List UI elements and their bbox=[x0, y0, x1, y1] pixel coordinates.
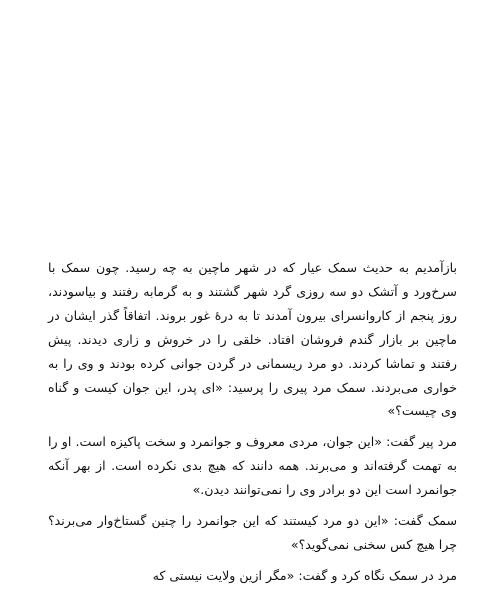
story-text bbox=[48, 256, 457, 588]
paragraph-4: مرد در سمک نگاه کرد و گفت: «مگر ازین ولایت نیستی که bbox=[152, 567, 457, 583]
paragraph-2: مرد پیر گفت: «این جوان، مردی معروف و جوانمرد و سخت پاکیزه است. او را به تهمت گرفته‌اند و می‌برند. همه دانند که هیچ بدی نکرده است. از بهر آنکه جوانمرد است این دو برادر وی را نمی‌توانند دیدن.» bbox=[48, 434, 457, 498]
paragraph-1: بازآمدیم به حدیث سمک عیار که در شهر ماچین به چه رسید. چون سمک با سرخ‌ورد و آتشک دو سه روزی گرد شهر گشتند و به گرمابه رفتند و بیاسودند، روز پنجم از کاروانسرای بیرون آمدند تا به درهٔ غور بروند. اتفاقاً گذر ایشان در ماچین بر بازار گندم فروشان افتاد. خلقی را در خروش و زاری دیدند. پیش رفتند و تماشا کردند. دو مرد ریسمانی در گردن جوانی کرده بودند و وی را به خواری می‌بردند. سمک مرد پیری را پرسید: «ای پدر، این جوان کیست و گناه وی چیست؟» bbox=[48, 260, 457, 419]
paragraph-3: سمک گفت: «این دو مرد کیستند که این جوانمرد را چنین گستاخ‌وار می‌برند؟ چرا هیچ کس سخنی نمی‌گوید؟» bbox=[48, 513, 457, 552]
